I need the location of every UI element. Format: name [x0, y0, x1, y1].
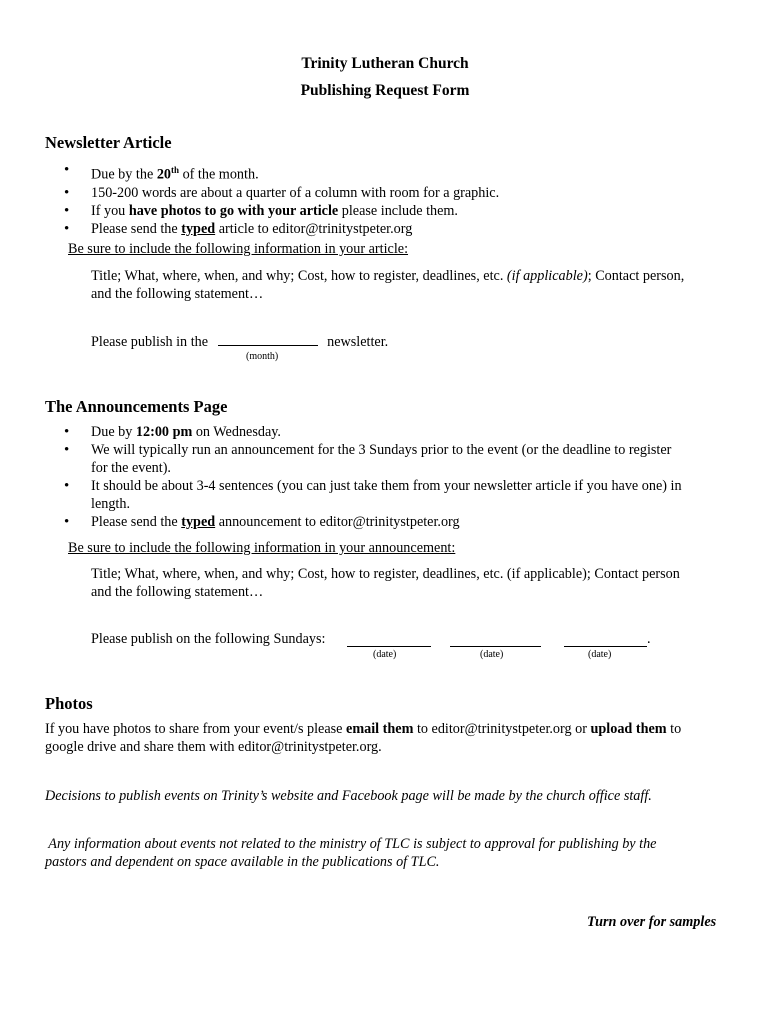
date-blank-1[interactable] [347, 634, 431, 647]
period: . [647, 631, 651, 647]
announcements-info-text: Title; What, where, when, and why; Cost, how to register, deadlines, etc. (if applicable); Contact person and the following statement… [91, 566, 680, 600]
newsletter-bullet-list [64, 161, 499, 238]
list-item: • It should be about 3-4 sentences (you can just take them from your newsletter article if you have one) in length. [64, 477, 682, 513]
list-item: • 150-200 words are about a quarter of a column with room for a graphic. [64, 184, 499, 202]
list-item: • If you have photos to go with your article please include them. [64, 202, 499, 220]
list-item: • Due by 12:00 pm on Wednesday. [64, 423, 682, 441]
announcements-include-note: Be sure to include the following information in your announcement: [68, 540, 456, 556]
approval-note: Any information about events not related to the ministry of TLC is subject to approval for publishing by the pastors and dependent on space available in the publications of TLC. [45, 836, 657, 870]
form-title: Publishing Request Form [300, 82, 470, 99]
photos-heading: Photos [45, 694, 93, 713]
newsletter-include-note: Be sure to include the following information in your article: [68, 241, 409, 257]
announcements-bullet-list [64, 423, 682, 531]
newsletter-info-text: Title; What, where, when, and why; Cost, how to register, deadlines, etc. (if applicable); Contact person, and the following statement… [91, 268, 685, 302]
turn-over-note: Turn over for samples [587, 914, 717, 930]
date-blank-3[interactable] [564, 634, 647, 647]
decisions-note: Decisions to publish events on Trinity’s website and Facebook page will be made by the church office staff. [45, 788, 652, 804]
announcements-heading: The Announcements Page [45, 397, 228, 416]
newsletter-heading: Newsletter Article [45, 133, 172, 152]
month-blank[interactable] [218, 333, 318, 346]
list-item: • Please send the typed announcement to editor@trinitystpeter.org [64, 513, 682, 531]
month-label: (month) [246, 351, 279, 362]
date-label-1: (date) [373, 649, 397, 660]
list-item: • Due by the 20th of the month. [64, 161, 499, 184]
date-label-2: (date) [480, 649, 504, 660]
newsletter-publish-line: Please publish in the newsletter. [91, 334, 389, 350]
date-label-3: (date) [588, 649, 612, 660]
photos-text: If you have photos to share from your event/s please email them to editor@trinitystpeter.org or upload them to google drive and share them with editor@trinitystpeter.org. [45, 721, 682, 755]
list-item: • Please send the typed article to editor@trinitystpeter.org [64, 220, 499, 238]
announcements-publish-line: Please publish on the following Sundays: [91, 631, 326, 647]
list-item: • We will typically run an announcement for the 3 Sundays prior to the event (or the deadline to register for the event). [64, 441, 682, 477]
date-blank-2[interactable] [450, 634, 541, 647]
church-name: Trinity Lutheran Church [301, 55, 469, 72]
